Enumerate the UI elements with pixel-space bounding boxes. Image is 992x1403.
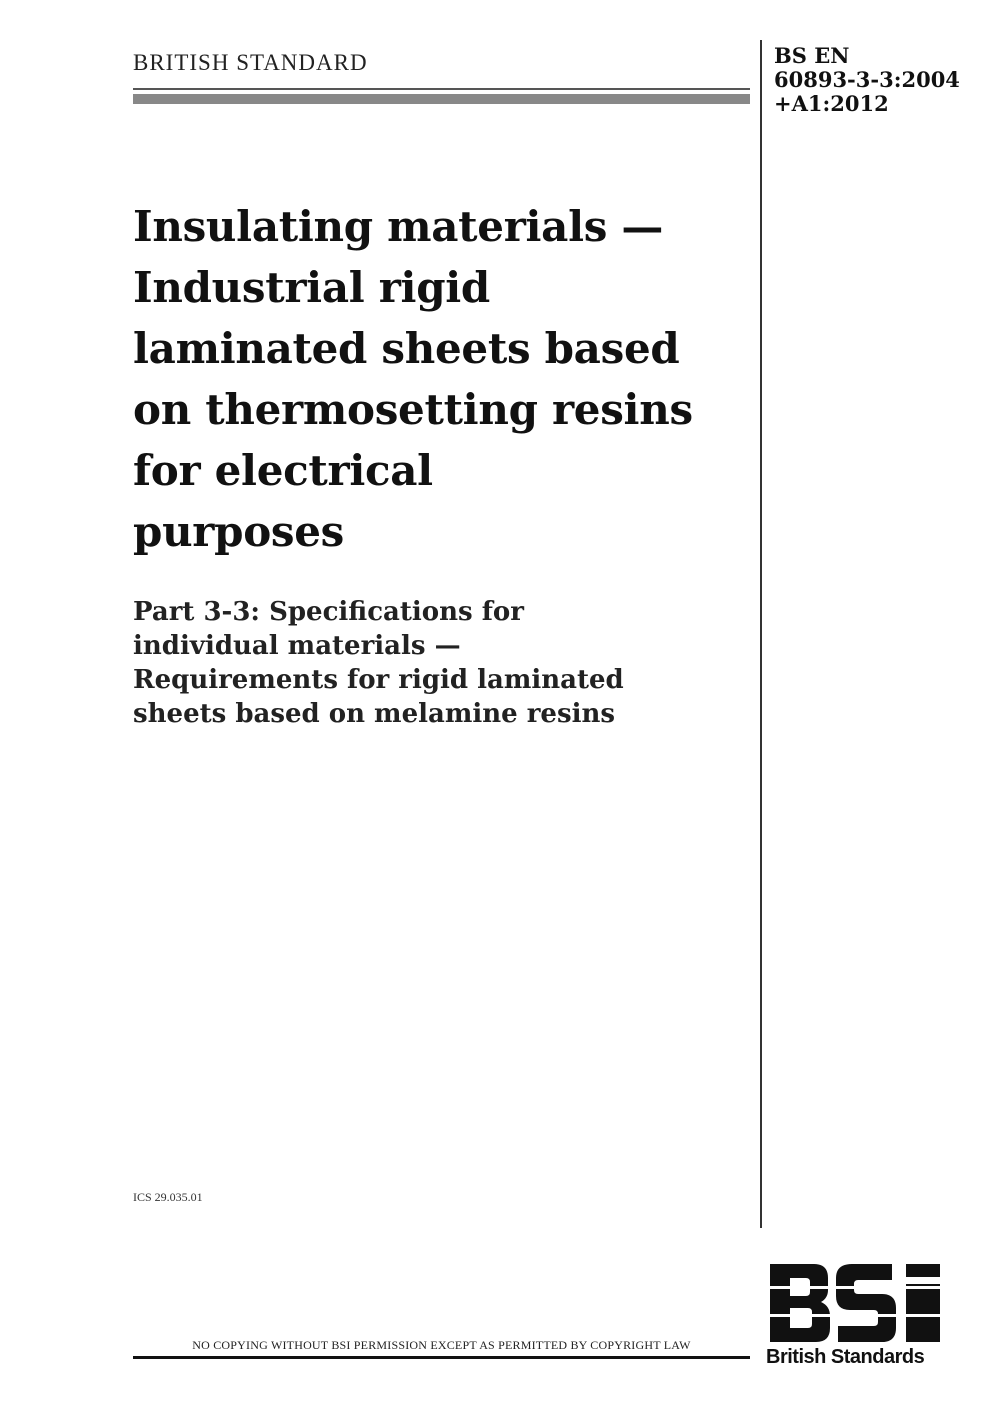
subtitle-line: Part 3-3: Specifications for (133, 597, 524, 627)
title-line: Industrial rigid (133, 263, 490, 312)
vertical-divider (760, 40, 762, 1228)
title-line: Insulating materials — (133, 202, 664, 251)
logo-tagline: British Standards (766, 1346, 925, 1368)
title-line: on thermosetting resins (133, 385, 693, 434)
standard-number (774, 44, 974, 116)
standard-number-line: 60893-3-3:2004 (774, 67, 960, 92)
document-title (133, 196, 753, 562)
standard-number-line: BS EN (774, 43, 850, 68)
title-line: laminated sheets based (133, 324, 680, 373)
subtitle-line: individual materials — (133, 631, 461, 661)
standard-number-line: +A1:2012 (774, 91, 889, 116)
header-rule-thick (133, 94, 750, 104)
title-line: for electrical (133, 446, 433, 495)
title-line: purposes (133, 507, 345, 556)
header-rule-thin (133, 88, 750, 90)
ics-code: ICS 29.035.01 (133, 1190, 203, 1204)
footer-rule (133, 1356, 750, 1359)
standard-type-label: BRITISH STANDARD (133, 50, 368, 75)
copyright-notice: NO COPYING WITHOUT BSI PERMISSION EXCEPT AS PERMITTED BY COPYRIGHT LAW (192, 1338, 691, 1352)
subtitle-line: Requirements for rigid laminated (133, 665, 624, 695)
document-subtitle (133, 595, 753, 731)
subtitle-line: sheets based on melamine resins (133, 699, 616, 729)
